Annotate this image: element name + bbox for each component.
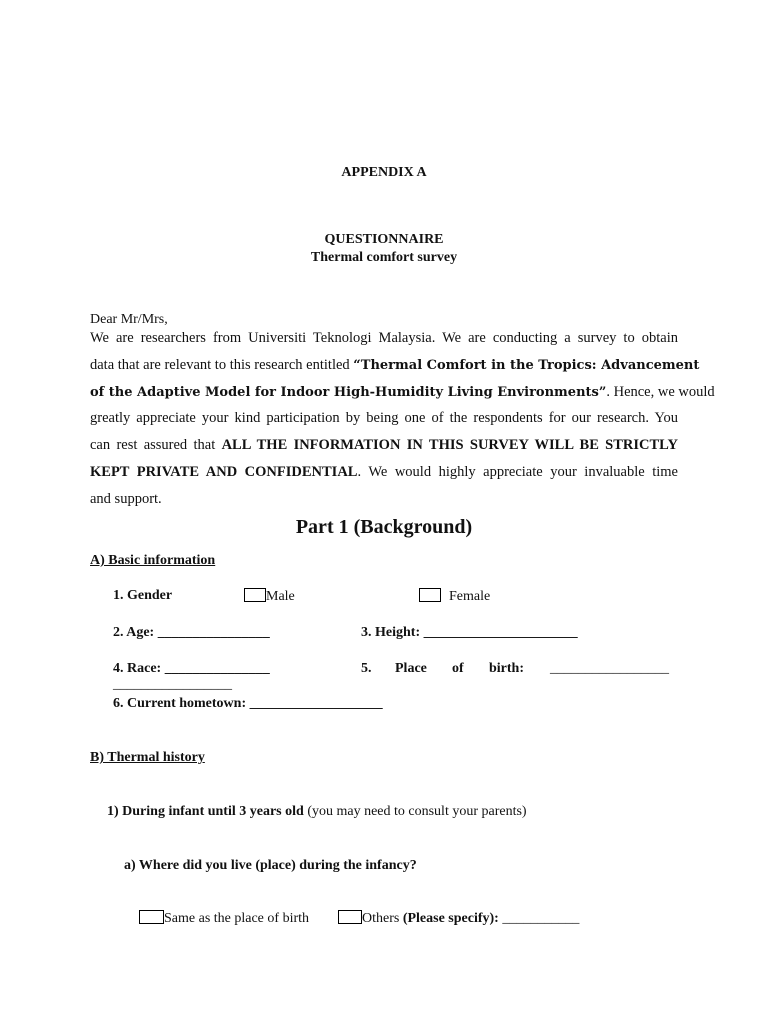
intro-line-2: data that are relevant to this research entitled “Thermal Comfort in the Tropics: Advancement (90, 357, 700, 373)
question-1: 1) During infant until 3 years old (you may need to consult your parents) (107, 804, 527, 819)
appendix-heading: APPENDIX A (341, 165, 427, 180)
others-specify-field[interactable]: ___________ (498, 911, 580, 926)
part1-heading: Part 1 (Background) (295, 516, 473, 538)
pob-field[interactable]: _________________ (550, 661, 669, 676)
pob-word-place: Place (395, 661, 427, 676)
salutation: Dear Mr/Mrs, (90, 312, 168, 327)
research-title-part2: of the Adaptive Model for Indoor High-Humidity Living Environments” (90, 385, 607, 400)
intro-line-6: KEPT PRIVATE AND CONFIDENTIAL. We would highly appreciate your invaluable time (90, 464, 678, 480)
hometown-field[interactable]: 6. Current hometown: ___________________ (113, 696, 383, 711)
gender-female-option[interactable] (419, 588, 490, 605)
gender-male-option[interactable] (244, 588, 295, 605)
age-field[interactable]: 2. Age: ________________ (113, 625, 270, 640)
female-label: Female (449, 589, 491, 604)
intro-line-5: can rest assured that ALL THE INFORMATION IN THIS SURVEY WILL BE STRICTLY (90, 437, 678, 453)
research-title-part1: “Thermal Comfort in the Tropics: Advancement (353, 358, 700, 373)
race-field[interactable]: 4. Race: _______________ (113, 661, 270, 676)
please-specify-label: (Please specify): (402, 911, 499, 926)
option-same-as-birth[interactable] (139, 910, 309, 927)
male-checkbox[interactable] (244, 588, 266, 602)
gender-label: 1. Gender (113, 588, 173, 603)
confidential-notice-part1: ALL THE INFORMATION IN THIS SURVEY WILL BE STRICTLY (221, 437, 678, 453)
same-as-birth-checkbox[interactable] (139, 910, 164, 924)
confidential-notice-part2: KEPT PRIVATE AND CONFIDENTIAL (90, 464, 358, 480)
pob-word-of: of (452, 661, 464, 676)
female-checkbox[interactable] (419, 588, 441, 602)
questionnaire-heading: QUESTIONNAIRE (324, 232, 444, 247)
intro-line-4: greatly appreciate your kind participation by being one of the respondents for our research. You (90, 410, 678, 426)
intro-line-3: of the Adaptive Model for Indoor High-Humidity Living Environments”. Hence, we would (90, 384, 715, 400)
question-1a: a) Where did you live (place) during the infancy? (124, 858, 417, 873)
section-b-heading: B) Thermal history (90, 750, 205, 765)
pob-word-birth: birth: (489, 661, 524, 676)
intro-line-1: We are researchers from Universiti Teknologi Malaysia. We are conducting a survey to obtain (90, 330, 678, 346)
pob-number: 5. (361, 661, 372, 676)
same-as-birth-label: Same as the place of birth (164, 911, 310, 926)
height-field[interactable]: 3. Height: ______________________ (361, 625, 578, 640)
survey-subtitle: Thermal comfort survey (310, 250, 458, 265)
section-a-heading: A) Basic information (90, 553, 216, 568)
pob-field-continued[interactable]: _________________ (113, 677, 232, 692)
intro-line-7: and support. (90, 491, 162, 507)
male-label: Male (266, 589, 295, 604)
others-label: Others (362, 911, 403, 926)
others-checkbox[interactable] (338, 910, 362, 924)
option-others[interactable] (338, 910, 579, 927)
